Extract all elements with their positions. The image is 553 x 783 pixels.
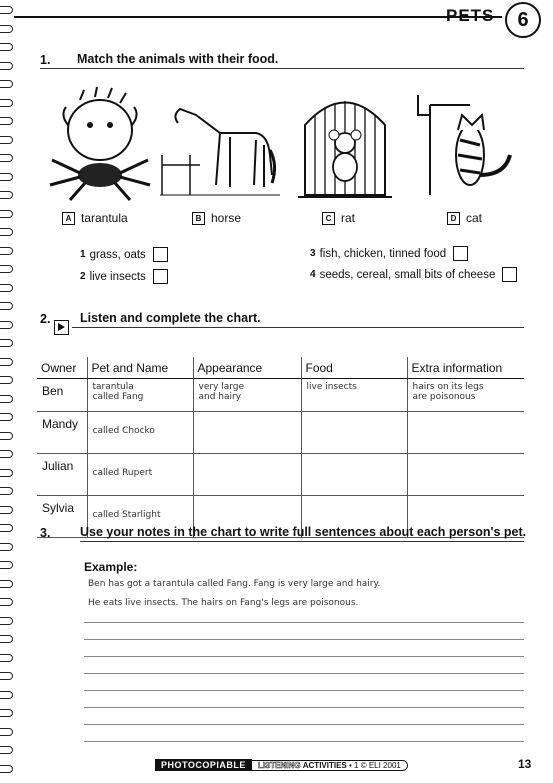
binding-ring <box>0 358 13 366</box>
series-label: LISTENING ACTIVITIES • 1 © ELI 2001 <box>252 760 408 771</box>
binding-ring <box>0 339 13 347</box>
food-item-2 <box>80 269 168 284</box>
binding-ring <box>0 6 13 14</box>
food-text: live insects <box>89 270 146 283</box>
binding-ring <box>0 136 13 144</box>
header-appearance: Appearance <box>193 357 301 379</box>
binding-ring <box>0 117 13 125</box>
writing-line[interactable] <box>84 741 524 742</box>
section3-number: 3. <box>40 526 51 540</box>
extra-cell[interactable] <box>407 379 524 412</box>
page-number: 13 <box>518 757 532 771</box>
food-item-4 <box>310 267 517 282</box>
owner-cell: Ben <box>37 379 87 412</box>
extra-line: are poisonous <box>412 392 476 402</box>
binding-ring <box>0 80 13 88</box>
binding-ring <box>0 43 13 51</box>
section2-rule <box>72 327 524 328</box>
pet-cell[interactable] <box>87 454 193 496</box>
binding-ring <box>0 487 13 495</box>
pet-line: called Fang <box>92 392 144 402</box>
binding-ring <box>0 765 13 773</box>
pets-chart <box>37 357 527 539</box>
writing-line[interactable] <box>84 639 524 640</box>
photocopiable-label: PHOTOCOPIABLE <box>155 759 252 771</box>
food-cell[interactable] <box>301 412 407 454</box>
binding-ring <box>0 191 13 199</box>
header-food: Food <box>301 357 407 379</box>
animal-name: tarantula <box>81 211 128 225</box>
binding-ring <box>0 302 13 310</box>
binding-ring <box>0 654 13 662</box>
section1-title: Match the animals with their food. <box>77 52 279 66</box>
pet-line: tarantula <box>92 382 134 392</box>
animal-label-a <box>62 211 128 225</box>
spiral-binding <box>0 0 14 783</box>
food-item-1 <box>80 247 168 262</box>
series-outline-text: LISTENING <box>257 760 301 770</box>
food-number: 3 <box>310 248 316 259</box>
binding-ring <box>0 228 13 236</box>
binding-ring <box>0 506 13 514</box>
animal-name: cat <box>466 211 483 225</box>
appearance-cell[interactable] <box>193 412 301 454</box>
rat-in-cage-illustration <box>290 85 400 205</box>
example-label: Example: <box>84 560 138 574</box>
audio-play-icon[interactable] <box>54 320 69 335</box>
example-sentence-2: He eats live insects. The hairs on Fang's legs are poisonous. <box>88 598 359 608</box>
header-extra-information: Extra information <box>407 357 524 379</box>
pet-line: called Rupert <box>92 468 153 478</box>
binding-ring <box>0 635 13 643</box>
animal-label-d <box>447 211 482 225</box>
answer-checkbox[interactable] <box>153 269 168 284</box>
section1-number: 1. <box>40 53 51 67</box>
section3-title: Use your notes in the chart to write full sentences about each person's pet. <box>80 525 527 539</box>
binding-ring <box>0 395 13 403</box>
header-owner: Owner <box>37 357 87 379</box>
binding-ring <box>0 99 13 107</box>
binding-ring <box>0 672 13 680</box>
binding-ring <box>0 432 13 440</box>
binding-ring <box>0 709 13 717</box>
extra-line: hairs on its legs <box>412 382 484 392</box>
binding-ring <box>0 265 13 273</box>
food-line: live insects <box>306 382 357 392</box>
binding-ring <box>0 321 13 329</box>
writing-line[interactable] <box>84 622 524 623</box>
binding-ring <box>0 728 13 736</box>
food-text: seeds, cereal, small bits of cheese <box>319 268 496 281</box>
animal-label-c <box>322 211 355 225</box>
writing-line[interactable] <box>84 656 524 657</box>
binding-ring <box>0 580 13 588</box>
binding-ring <box>0 210 13 218</box>
extra-cell[interactable] <box>407 412 524 454</box>
page-title: PETS <box>446 6 495 25</box>
section2-title: Listen and complete the chart. <box>80 311 261 325</box>
binding-ring <box>0 524 13 532</box>
binding-ring <box>0 617 13 625</box>
binding-ring <box>0 469 13 477</box>
writing-line[interactable] <box>84 724 524 725</box>
owner-cell: Julian <box>37 454 87 496</box>
binding-ring <box>0 450 13 458</box>
answer-checkbox[interactable] <box>502 267 517 282</box>
unit-number-badge: 6 <box>505 2 541 38</box>
food-number: 1 <box>80 249 86 260</box>
letter-box-c: C <box>322 212 335 225</box>
copyright-text: © ELI 2001 <box>360 760 401 770</box>
binding-ring <box>0 543 13 551</box>
binding-ring <box>0 691 13 699</box>
section1-rule <box>40 68 524 69</box>
pet-line: called Chocko <box>92 426 155 436</box>
animal-label-b <box>192 211 241 225</box>
horse-illustration <box>160 95 280 205</box>
binding-ring <box>0 25 13 33</box>
appearance-cell[interactable] <box>193 379 301 412</box>
letter-box-b: B <box>192 212 205 225</box>
letter-box-d: D <box>447 212 460 225</box>
food-item-3 <box>310 246 468 261</box>
binding-ring <box>0 247 13 255</box>
series-text: ACTIVITIES <box>302 760 347 770</box>
answer-checkbox[interactable] <box>153 247 168 262</box>
animal-name: rat <box>341 211 356 225</box>
section3-rule <box>80 541 524 542</box>
food-text: fish, chicken, tinned food <box>319 247 447 260</box>
letter-box-a: A <box>62 212 75 225</box>
cat-illustration <box>410 85 520 205</box>
food-cell[interactable] <box>301 454 407 496</box>
binding-ring <box>0 376 13 384</box>
header-rule <box>14 16 502 18</box>
writing-line[interactable] <box>84 673 524 674</box>
binding-ring <box>0 413 13 421</box>
section2-number: 2. <box>40 312 51 326</box>
chart-header-row <box>37 357 524 379</box>
tarantula-illustration <box>40 85 160 205</box>
appearance-line: and hairy <box>198 392 242 402</box>
food-text: grass, oats <box>89 248 146 261</box>
binding-ring <box>0 154 13 162</box>
animal-name: horse <box>211 211 242 225</box>
binding-ring <box>0 62 13 70</box>
extra-cell[interactable] <box>407 454 524 496</box>
pet-cell[interactable] <box>87 379 193 412</box>
binding-ring <box>0 173 13 181</box>
binding-ring <box>0 284 13 292</box>
writing-line[interactable] <box>84 690 524 691</box>
food-cell[interactable] <box>301 379 407 412</box>
example-sentence-1: Ben has got a tarantula called Fang. Fang is very large and hairy. <box>88 579 381 589</box>
footer-banner <box>155 759 408 771</box>
writing-line[interactable] <box>84 707 524 708</box>
food-number: 4 <box>310 269 316 280</box>
binding-ring <box>0 561 13 569</box>
binding-ring <box>0 598 13 606</box>
appearance-cell[interactable] <box>193 454 301 496</box>
answer-checkbox[interactable] <box>453 246 468 261</box>
table-row <box>37 412 524 454</box>
header-pet-and-name: Pet and Name <box>87 357 193 379</box>
food-number: 2 <box>80 271 86 282</box>
table-row <box>37 454 524 496</box>
owner-cell: Mandy <box>37 412 87 454</box>
binding-ring <box>0 746 13 754</box>
owner-cell: Sylvia <box>37 496 87 538</box>
series-level: 1 <box>354 760 359 770</box>
table-row <box>37 379 524 412</box>
pet-line: called Starlight <box>92 510 161 520</box>
appearance-line: very large <box>198 382 245 392</box>
pet-cell[interactable] <box>87 412 193 454</box>
